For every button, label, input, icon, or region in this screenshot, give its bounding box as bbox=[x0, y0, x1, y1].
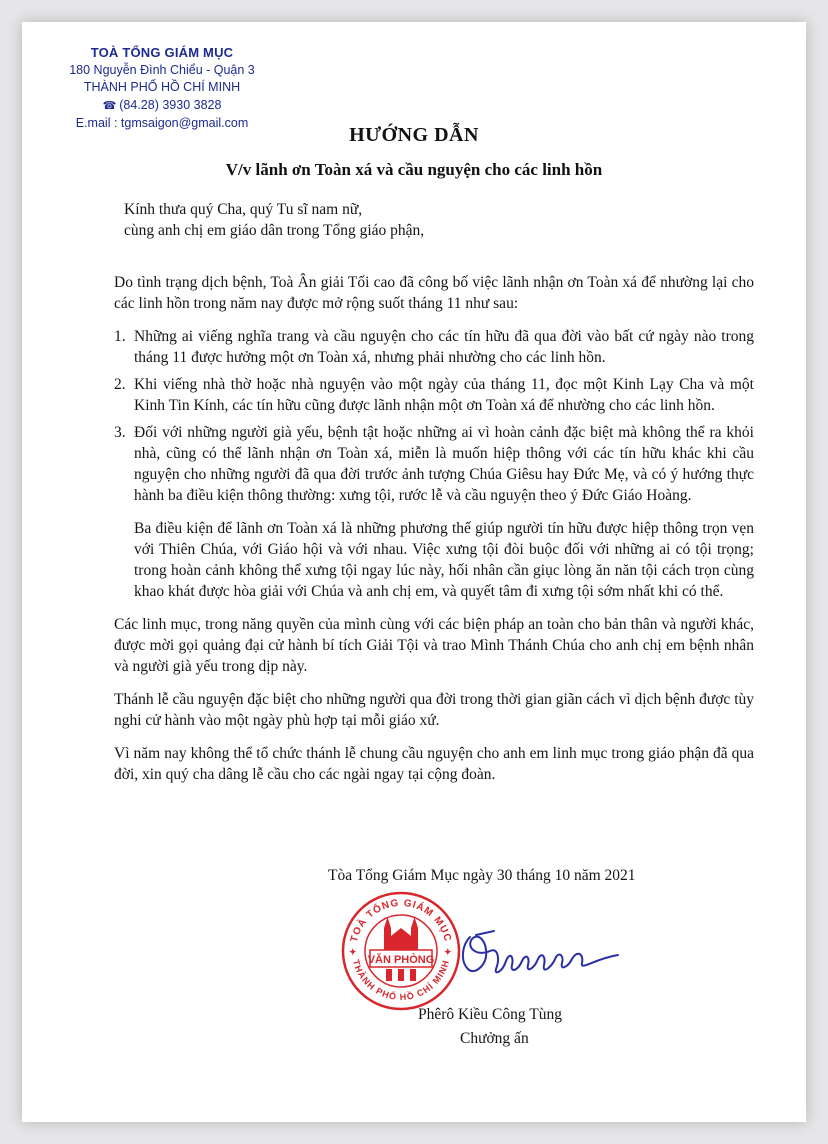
list-item-number: 2. bbox=[114, 376, 126, 393]
email-address: tgmsaigon@gmail.com bbox=[120, 116, 249, 131]
document-page bbox=[22, 22, 806, 1122]
document-subtitle: V/v lãnh ơn Toàn xá và cầu nguyện cho các linh hồn bbox=[225, 160, 603, 179]
letterhead bbox=[62, 44, 262, 133]
dateline: Tòa Tổng Giám Mục ngày 30 tháng 10 năm 2021 bbox=[328, 867, 636, 884]
priests-paragraph: Các linh mục, trong năng quyền của mình cùng với các biện pháp an toàn cho bản thân và người khác, được mời gọi quảng đại cử hành bí tích Giải Tội và trao Mình Thánh Chúa cho anh chị em bệnh nhân và người già yếu trong dịp này. bbox=[114, 616, 754, 675]
signer-title: Chưởng ấn bbox=[460, 1030, 529, 1047]
salutation-line-2: cùng anh chị em giáo dân trong Tổng giáo phận, bbox=[124, 222, 425, 239]
phone-line bbox=[62, 97, 262, 116]
seal-star-right: ✦ bbox=[444, 947, 452, 957]
conditions-paragraph: Ba điều kiện để lãnh ơn Toàn xá là những phương thế giúp người tín hữu được hiệp thông trọn vẹn với Thiên Chúa, với Giáo hội và với nhau. Việc xưng tội đòi buộc đối với những ai có tội trọng; trong hoàn cảnh không thể xưng tội ngay lúc này, hối nhân cần giục lòng ăn năn tội cách trọn cùng khao khát được hòa giải với Chúa và anh chị em, và quyết tâm đi xưng tội sớm nhất khi có thể. bbox=[134, 520, 754, 600]
seal-ring-text-bottom: THÀNH PHỐ HỒ CHÍ MINH bbox=[350, 958, 452, 1003]
list-item-text: Những ai viếng nghĩa trang và cầu nguyện cho các tín hữu đã qua đời vào bất cứ ngày nào trong tháng 11 được hưởng một ơn Toàn xá, nhưng phải nhường cho các linh hồn. bbox=[134, 328, 754, 366]
salutation bbox=[124, 199, 424, 241]
indulgence-list bbox=[114, 326, 754, 506]
list-item bbox=[114, 374, 754, 416]
org-name: TOÀ TỔNG GIÁM MỤC bbox=[90, 45, 234, 60]
clergy-paragraph: Vì năm nay không thể tổ chức thánh lễ chung cầu nguyện cho anh em linh mục trong giáo phận đã qua đời, xin quý cha dâng lễ cầu cho các ngài ngay tại cộng đoàn. bbox=[114, 745, 754, 783]
seal-center-label: VĂN PHÒNG bbox=[367, 954, 435, 966]
seal-star-left: ✦ bbox=[349, 947, 357, 957]
city-line: THÀNH PHỐ HỒ CHÍ MINH bbox=[83, 80, 241, 95]
signer-name: Phêrô Kiều Công Tùng bbox=[418, 1006, 562, 1023]
document-title: HƯỚNG DẪN bbox=[349, 124, 479, 146]
email-label: E.mail : bbox=[75, 116, 118, 131]
phone-number: (84.28) 3930 3828 bbox=[119, 97, 222, 112]
letter-body bbox=[114, 272, 754, 797]
list-item-number: 3. bbox=[114, 424, 126, 441]
list-item bbox=[114, 422, 754, 506]
list-item bbox=[114, 326, 754, 368]
salutation-line-1: Kính thưa quý Cha, quý Tu sĩ nam nữ, bbox=[124, 201, 363, 218]
list-item-text: Đối với những người già yếu, bệnh tật hoặc những ai vì hoàn cảnh đặc biệt mà không thể ra khỏi nhà, cũng có thể lãnh nhận ơn Toàn xá, miễn là muốn hiệp thông với các tín hữu khác khi cầu nguyện cho những người đã qua đời trước ảnh tượng Chúa Giêsu hay Đức Mẹ, và có ý hướng thực hành ba điều kiện thông thường: xưng tội, rước lễ và cầu nguyện theo ý Đức Giáo Hoàng. bbox=[134, 424, 754, 504]
address-line: 180 Nguyễn Đình Chiểu - Quận 3 bbox=[69, 62, 255, 77]
intro-paragraph: Do tình trạng dịch bệnh, Toà Ân giải Tối cao đã công bố việc lãnh nhận ơn Toàn xá để nhường lại cho các linh hồn trong năm nay được mở rộng suốt tháng 11 như sau: bbox=[114, 274, 754, 312]
signature bbox=[454, 917, 624, 987]
list-item-number: 1. bbox=[114, 328, 126, 345]
mass-paragraph: Thánh lễ cầu nguyện đặc biệt cho những người qua đời trong thời gian giãn cách vì dịch bệnh được tùy nghi cử hành vào một ngày phù hợp tại mỗi giáo xứ. bbox=[114, 691, 754, 729]
telephone-icon: ☎ bbox=[102, 99, 117, 112]
office-seal bbox=[340, 890, 462, 1012]
seal-ring-text-top: TOÀ TỔNG GIÁM MỤC bbox=[348, 897, 454, 944]
cathedral-icon bbox=[384, 917, 418, 950]
list-item-text: Khi viếng nhà thờ hoặc nhà nguyện vào một ngày của tháng 11, đọc một Kinh Lạy Cha và một Kinh Tin Kính, các tín hữu cũng được lãnh nhận một ơn Toàn xá để nhường cho các linh hồn. bbox=[134, 376, 754, 414]
